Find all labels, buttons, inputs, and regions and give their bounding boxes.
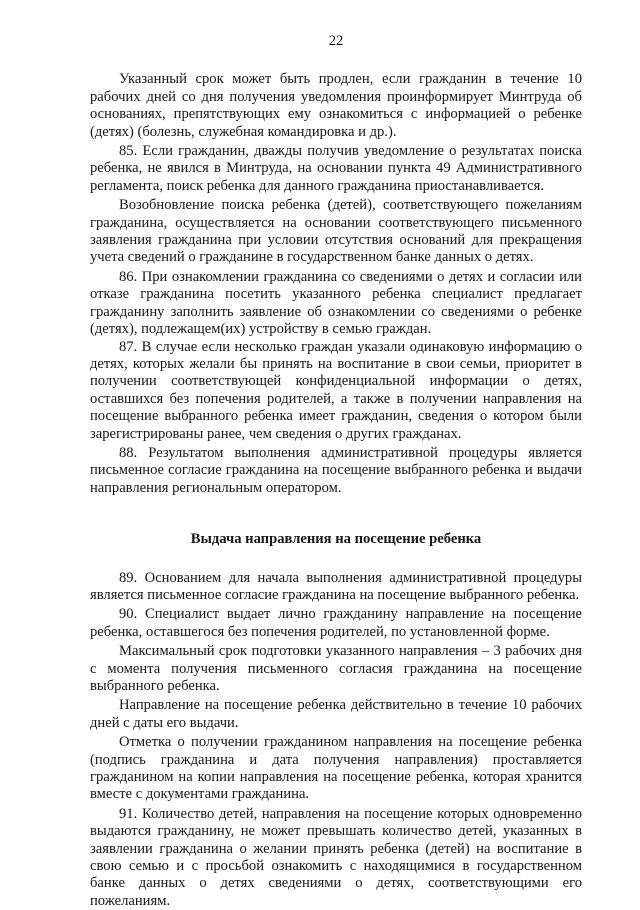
paragraph: Максимальный срок подготовки указанного направления – 3 рабочих дня с момента получения письменного согласия гражданина на посещение выбранного ребенка. — [90, 643, 582, 694]
section-title: Выдача направления на посещение ребенка — [190, 531, 482, 548]
paragraph: Возобновление поиска ребенка (детей), соответствующего пожеланиям гражданина, осуществляется на основании соответствующего письменного заявления гражданина при условии отсутствия оснований для прекращения учета сведений о гражданине в государственном банке данных о детях. — [90, 197, 582, 266]
page-number: 22 — [328, 33, 344, 49]
paragraph: Направление на посещение ребенка действительно в течение 10 рабочих дней с даты его выдачи. — [90, 697, 582, 731]
paragraph: Отметка о получении гражданином направления на посещение ребенка (подпись гражданина и дата получения направления) проставляется гражданином на копии направления на посещение ребенка, которая хранится вместе с документами гражданина. — [90, 734, 582, 803]
paragraph: 91. Количество детей, направления на посещение которых одновременно выдаются гражданину, не может превышать количество детей, указанных в заявлении гражданина о желании принять ребенка (детей) на воспитание в свою семью и с просьбой ознакомить с находящимися в государственном банке данных о детях сведениями о детях, соответствующими его пожеланиям. — [90, 805, 582, 909]
paragraph: 86. При ознакомлении гражданина со сведениями о детях и согласии или отказе гражданина посетить указанного ребенка специалист предлагает гражданину заполнить заявление об ознакомлении со сведениями о ребенке (детях), подлежащем(их) устройству в семью граждан. — [90, 268, 582, 338]
paragraph: 90. Специалист выдает лично гражданину направление на посещение ребенка, оставшегося без попечения родителей, по установленной форме. — [90, 606, 582, 640]
paragraph: 87. В случае если несколько граждан указали одинаковую информацию о детях, которых желали бы принять на воспитание в свои семьи, приоритет в получении соответствующей конфиденциальной информации о детях, оставшихся без попечения родителей, а также в получении направления на посещение выбранного ребенка имеет гражданин, сведения о котором были зарегистрированы ранее, чем сведения о других гражданах. — [90, 338, 582, 442]
paragraph: Указанный срок может быть продлен, если гражданин в течение 10 рабочих дней со дня получения уведомления проинформирует Минтруда об основаниях, препятствующих ему ознакомиться с информацией о ребенке (детях) (болезнь, служебная командировка и др.). — [90, 71, 582, 140]
paragraph: 85. Если гражданин, дважды получив уведомление о результатах поиска ребенка, не явился в Минтруда, на основании пункта 49 Административного регламента, поиск ребенка для данного гражданина приостанавливается. — [90, 143, 582, 194]
paragraph: 88. Результатом выполнения административной процедуры является письменное согласие гражданина на посещение выбранного ребенка и выдачи направления региональным оператором. — [90, 444, 582, 496]
paragraph: 89. Основанием для начала выполнения административной процедуры является письменное согласие гражданина на посещение выбранного ребенка. — [90, 569, 582, 603]
section-before — [90, 71, 582, 497]
section-after — [90, 570, 582, 910]
